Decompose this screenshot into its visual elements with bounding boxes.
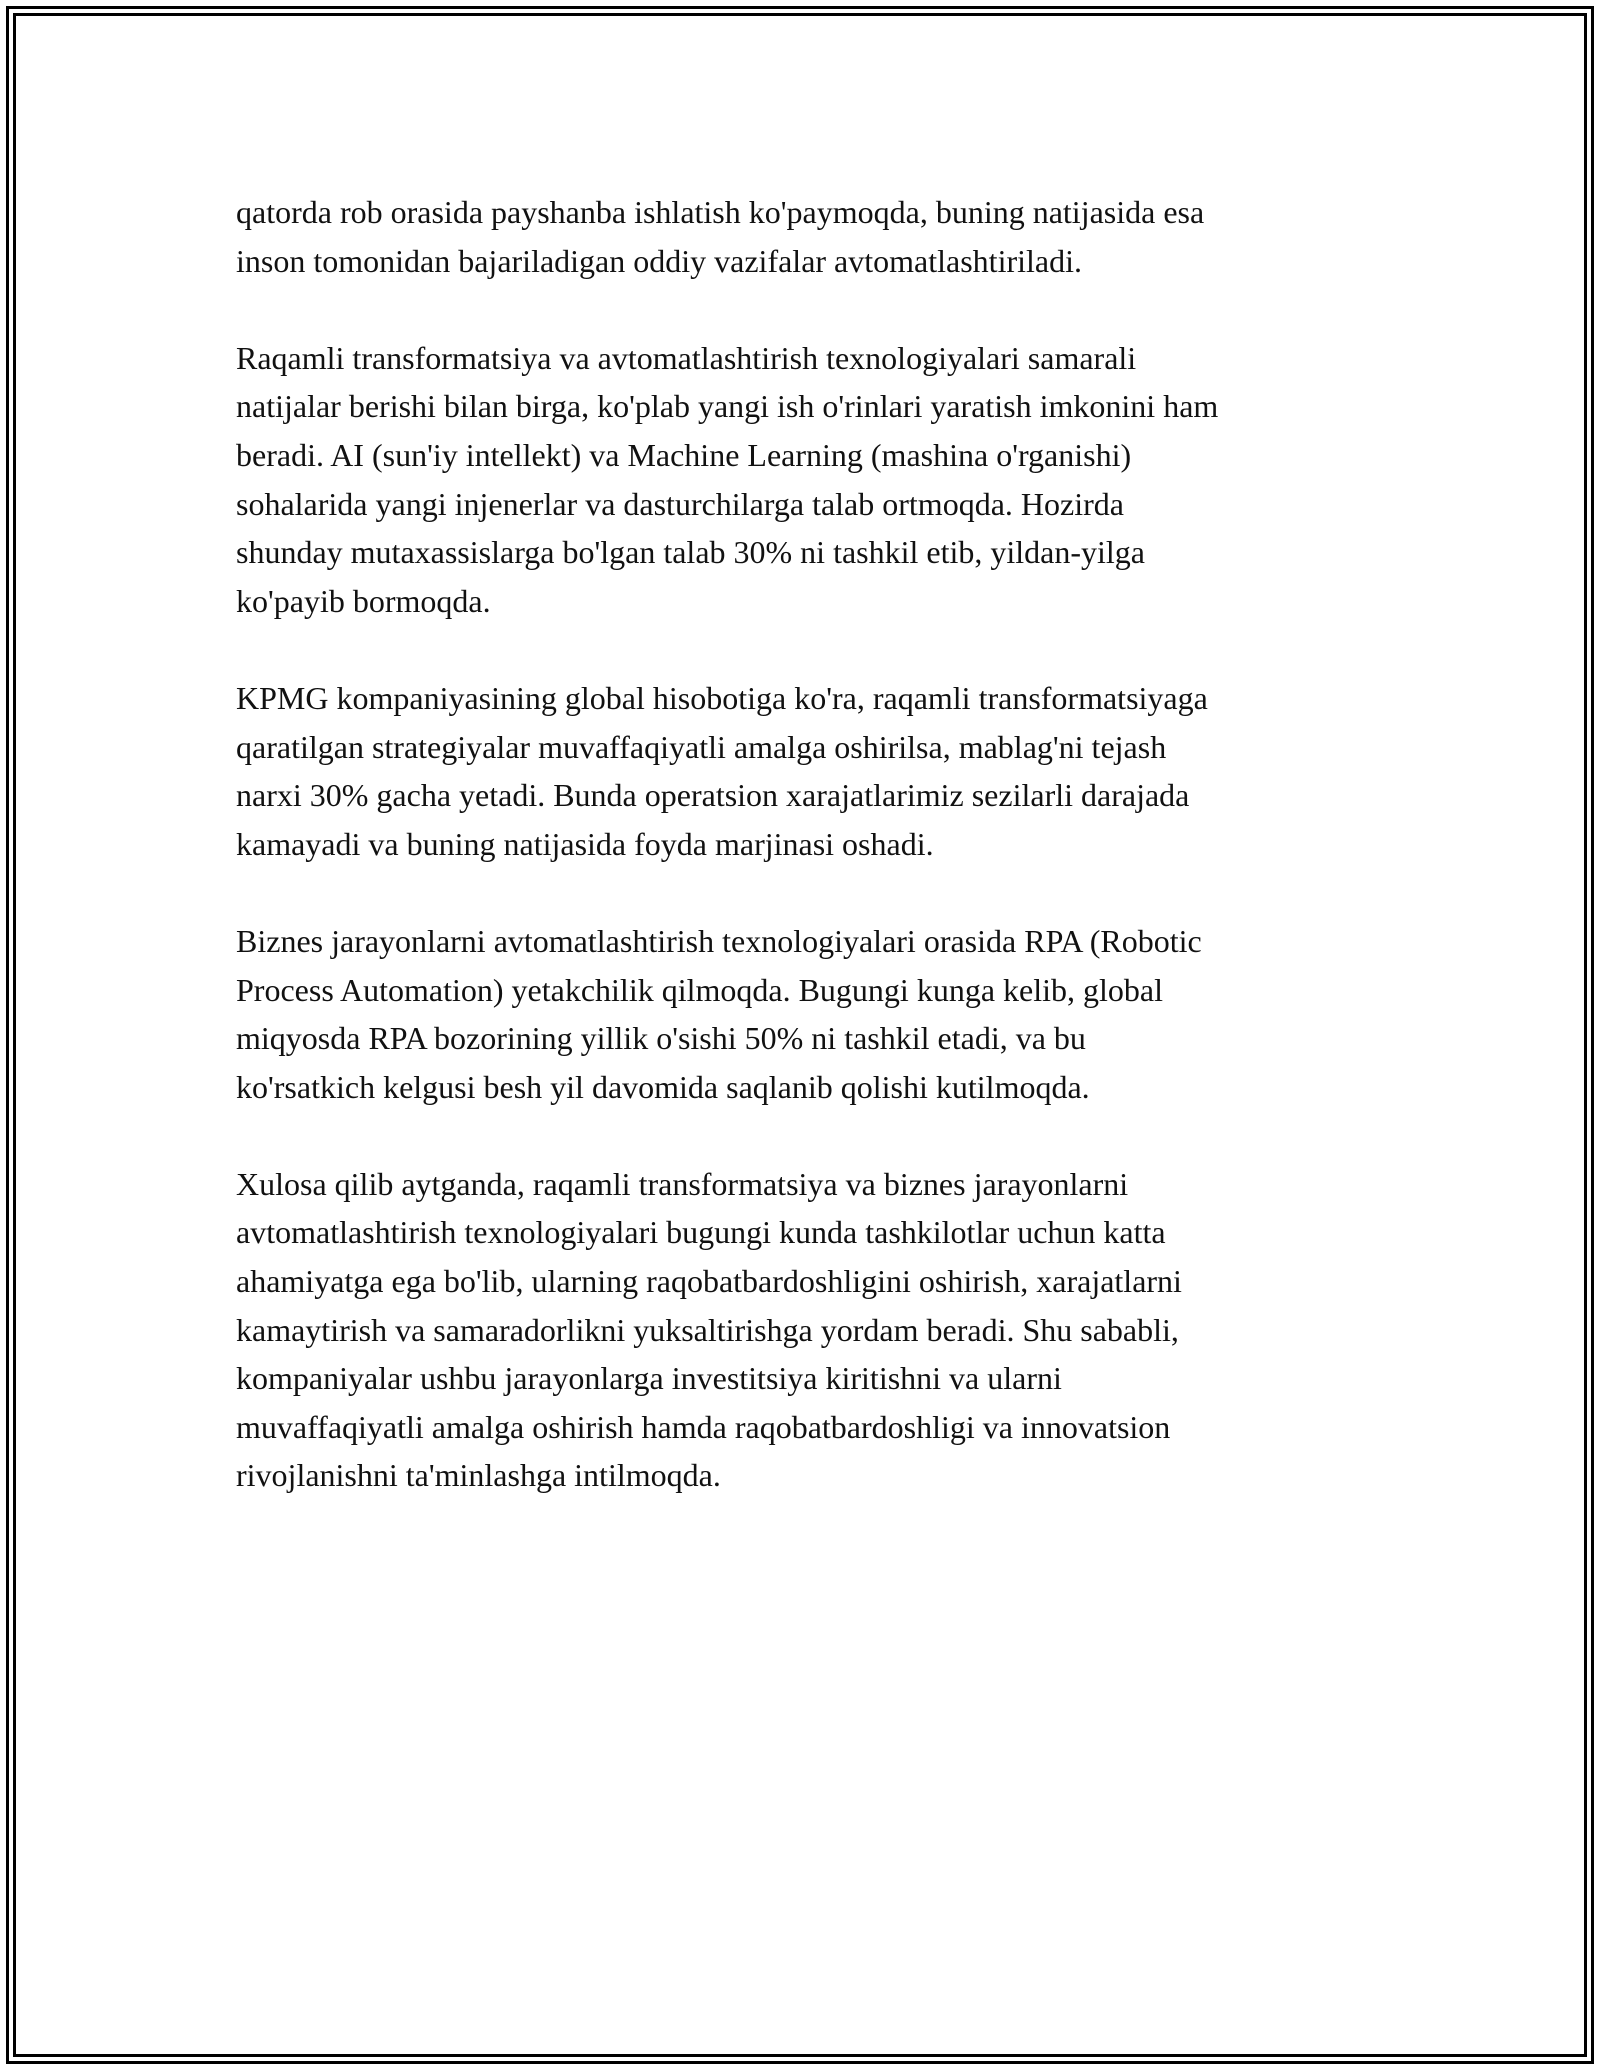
text-line: sohalarida yangi injenerlar va dasturchilarga talab ortmoqda. Hozirda bbox=[236, 485, 1124, 522]
text-line: rivojlanishni ta'minlashga intilmoqda. bbox=[236, 1457, 721, 1494]
text-line: Process Automation) yetakchilik qilmoqda. Bugungi kunga kelib, global bbox=[236, 971, 1163, 1008]
text-line: Biznes jarayonlarni avtomatlashtirish texnologiyalari orasida RPA (Robotic bbox=[236, 922, 1202, 959]
document-body bbox=[236, 188, 1376, 1500]
text-line: ko'payib bormoqda. bbox=[236, 582, 491, 619]
paragraph-5 bbox=[236, 1160, 1376, 1500]
paragraph-4 bbox=[236, 917, 1376, 1111]
text-line: ahamiyatga ega bo'lib, ularning raqobatbardoshligini oshirish, xarajatlarni bbox=[236, 1263, 1182, 1300]
paragraph-3 bbox=[236, 674, 1376, 868]
paragraph-2 bbox=[236, 334, 1376, 626]
paragraph-1 bbox=[236, 188, 1376, 285]
text-line: kamaytirish va samaradorlikni yuksaltirishga yordam beradi. Shu sababli, bbox=[236, 1311, 1179, 1348]
text-line: narxi 30% gacha yetadi. Bunda operatsion xarajatlarimiz sezilarli darajada bbox=[236, 777, 1190, 814]
text-line: avtomatlashtirish texnologiyalari bugungi kunda tashkilotlar uchun katta bbox=[236, 1214, 1166, 1251]
text-line: kompaniyalar ushbu jarayonlarga investitsiya kiritishni va ularni bbox=[236, 1360, 1062, 1397]
text-line: Xulosa qilib aytganda, raqamli transformatsiya va biznes jarayonlarni bbox=[236, 1165, 1129, 1202]
text-line: qaratilgan strategiyalar muvaffaqiyatli amalga oshirilsa, mablag'ni tejash bbox=[236, 728, 1167, 765]
text-line: Raqamli transformatsiya va avtomatlashtirish texnologiyalari samarali bbox=[236, 339, 1137, 376]
text-line: ko'rsatkich kelgusi besh yil davomida saqlanib qolishi kutilmoqda. bbox=[236, 1068, 1090, 1105]
text-line: muvaffaqiyatli amalga oshirish hamda raqobatbardoshligi va innovatsion bbox=[236, 1408, 1171, 1445]
text-line: shunday mutaxassislarga bo'lgan talab 30% ni tashkil etib, yildan-yilga bbox=[236, 534, 1145, 571]
text-line: qatorda rob orasida payshanba ishlatish ko'paymoqda, buning natijasida esa bbox=[236, 194, 1205, 230]
text-line: inson tomonidan bajariladigan oddiy vazifalar avtomatlashtiriladi. bbox=[236, 242, 1082, 279]
text-line: miqyosda RPA bozorining yillik o'sishi 50% ni tashkil etadi, va bu bbox=[236, 1020, 1086, 1057]
text-line: natijalar berishi bilan birga, ko'plab yangi ish o'rinlari yaratish imkonini ham bbox=[236, 388, 1219, 425]
text-line: beradi. AI (sun'iy intellekt) va Machine Learning (mashina o'rganishi) bbox=[236, 436, 1132, 473]
text-line: kamayadi va buning natijasida foyda marjinasi oshadi. bbox=[236, 825, 934, 862]
text-line: KPMG kompaniyasining global hisobotiga ko'ra, raqamli transformatsiyaga bbox=[236, 679, 1208, 716]
